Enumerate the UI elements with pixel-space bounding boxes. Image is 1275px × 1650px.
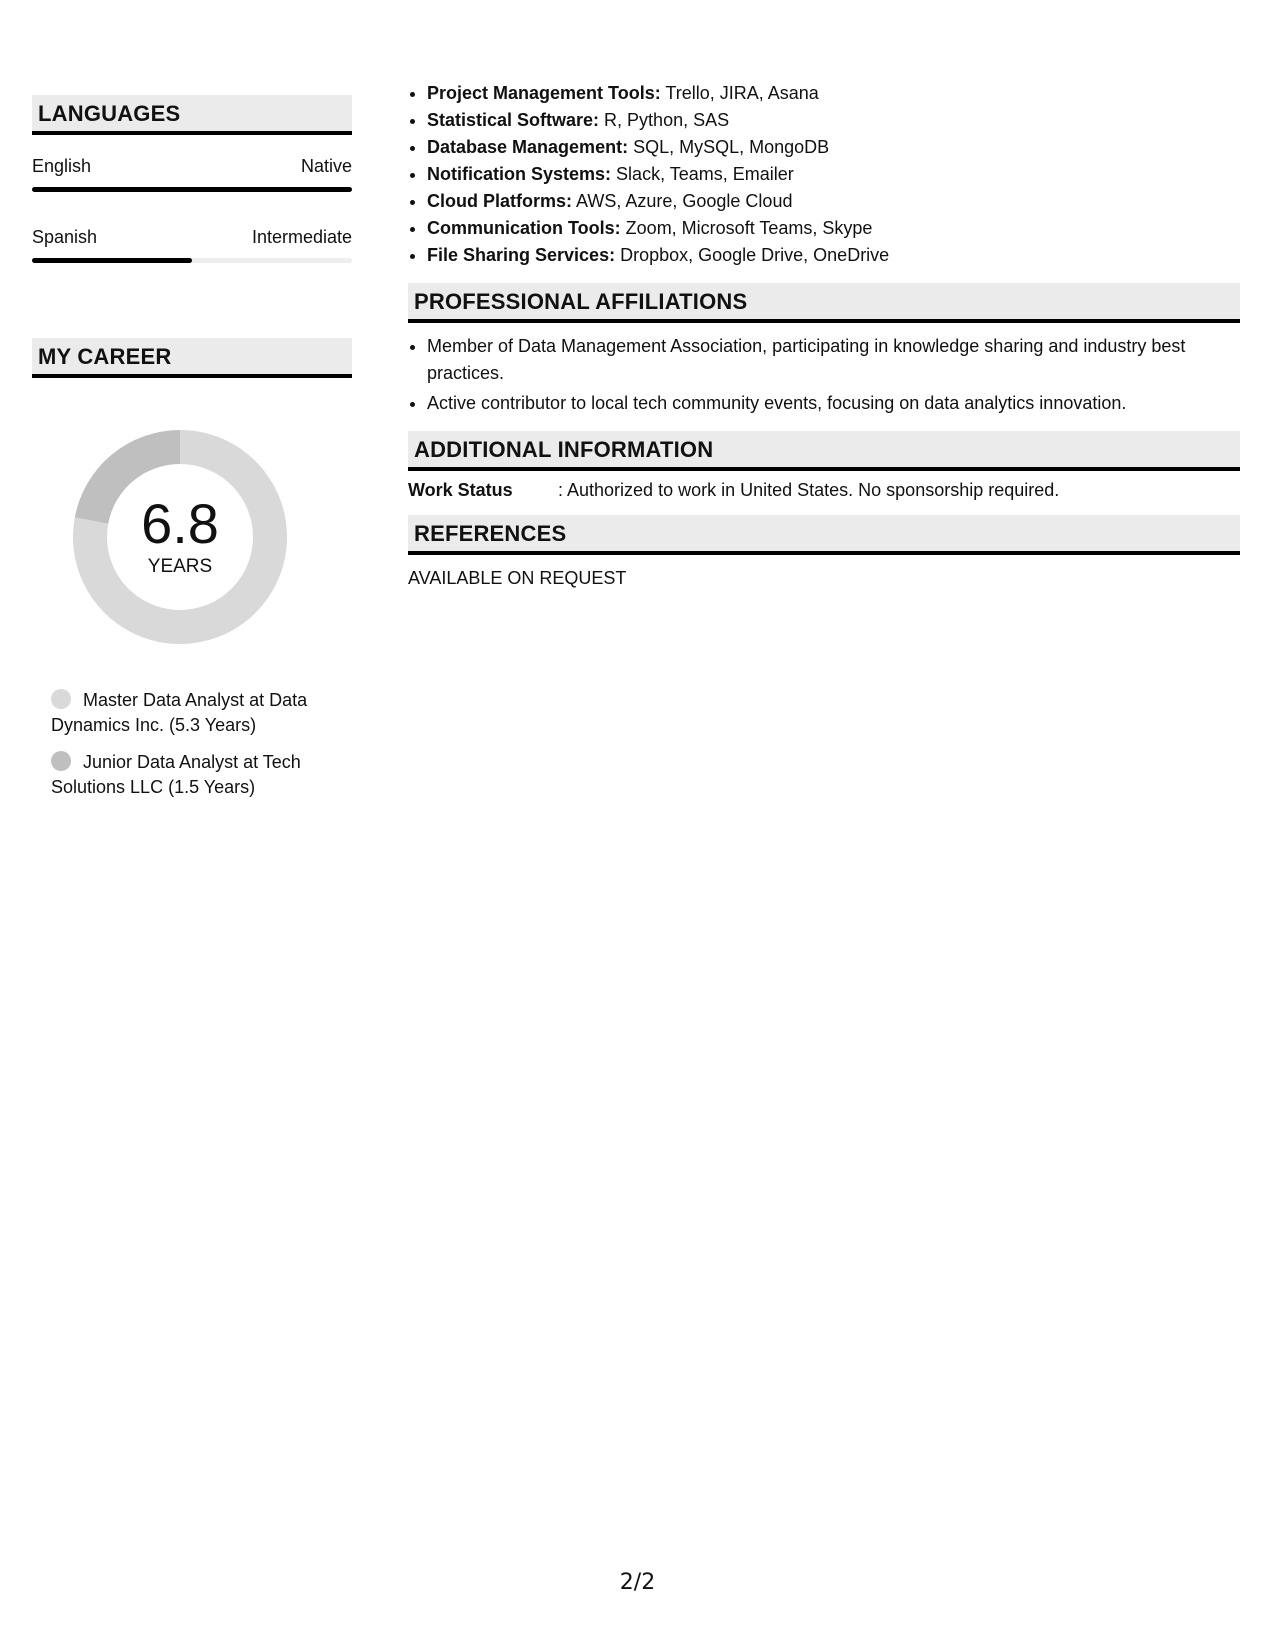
- career-header: MY CAREER: [32, 338, 352, 378]
- skill-item: • Cloud Platforms: AWS, Azure, Google Cloud: [427, 188, 1240, 215]
- additional-info-header: ADDITIONAL INFORMATION: [408, 431, 1240, 471]
- legend-dot-icon: [51, 689, 71, 709]
- skill-item: • Notification Systems: Slack, Teams, Emailer: [427, 161, 1240, 188]
- career-donut-chart: [65, 422, 295, 652]
- career-legend-item: [51, 750, 331, 800]
- affiliations-list: [408, 333, 1240, 417]
- languages-header: LANGUAGES: [32, 95, 352, 135]
- legend-label: Junior Data Analyst at Tech Solutions LLC (1.5 Years): [51, 752, 301, 797]
- work-status-value: : Authorized to work in United States. No sponsorship required.: [558, 480, 1060, 500]
- work-status-row: [408, 479, 1240, 501]
- skill-item: • Project Management Tools: Trello, JIRA, Asana: [427, 80, 1240, 107]
- legend-dot-icon: [51, 751, 71, 771]
- career-legend: [32, 688, 331, 800]
- affiliation-item: • Active contributor to local tech community events, focusing on data analytics innovation.: [427, 390, 1240, 417]
- language-english: [32, 155, 352, 192]
- additional-info-section: [408, 431, 1240, 501]
- skill-item: • Database Management: SQL, MySQL, MongoDB: [427, 134, 1240, 161]
- language-proficiency-fill: [32, 187, 352, 192]
- affiliation-item: • Member of Data Management Association, participating in knowledge sharing and industry best practices.: [427, 333, 1240, 387]
- references-text: AVAILABLE ON REQUEST: [408, 568, 627, 588]
- skill-item: • Communication Tools: Zoom, Microsoft Teams, Skype: [427, 215, 1240, 242]
- affiliations-header: PROFESSIONAL AFFILIATIONS: [408, 283, 1240, 323]
- legend-label: Master Data Analyst at Data Dynamics Inc. (5.3 Years): [51, 690, 308, 735]
- skill-item: • File Sharing Services: Dropbox, Google Drive, OneDrive: [427, 242, 1240, 269]
- career-total-years: 6.8: [141, 492, 219, 555]
- references-section: [408, 515, 1240, 589]
- language-level: Native: [300, 156, 352, 176]
- language-name: English: [32, 156, 92, 176]
- skill-item: • Statistical Software: R, Python, SAS: [427, 107, 1240, 134]
- language-name: Spanish: [32, 227, 98, 247]
- left-column: [32, 95, 352, 812]
- language-level: Intermediate: [251, 227, 352, 247]
- work-status-label: Work Status: [408, 480, 513, 500]
- language-proficiency-bar: [32, 187, 352, 192]
- right-column: [408, 80, 1240, 589]
- language-spanish: [32, 226, 352, 263]
- page-number: 2/2: [619, 1570, 656, 1595]
- career-donut-center: [65, 422, 295, 652]
- language-proficiency-bar: [32, 258, 352, 263]
- affiliations-section: [408, 283, 1240, 417]
- career-legend-item: [51, 688, 331, 738]
- career-years-unit: YEARS: [147, 556, 213, 577]
- skills-list: [408, 80, 1240, 269]
- language-proficiency-fill: [32, 258, 192, 263]
- references-header: REFERENCES: [408, 515, 1240, 555]
